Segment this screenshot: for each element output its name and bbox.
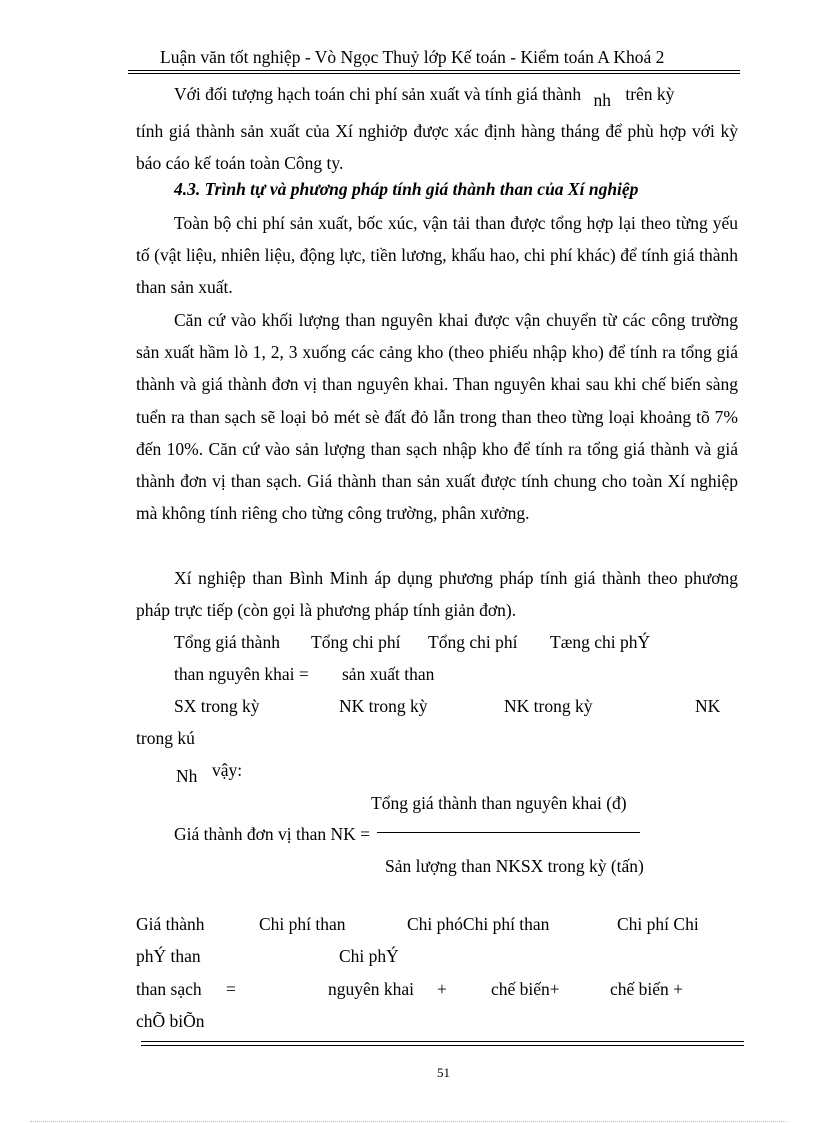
- f1-c3: Tổng chi phí: [428, 632, 518, 652]
- f1-c4: Tæng chi phÝ: [550, 632, 651, 652]
- f3-r3e: chế biến+: [491, 979, 560, 999]
- f1-r2a: than nguyên khai =: [174, 664, 309, 684]
- f1-r3d: NK: [695, 696, 721, 716]
- f1-c2: Tổng chi phí: [311, 632, 401, 652]
- page-header: Luận văn tốt nghiệp - Vò Ngọc Thuỷ lớp Kế toán - Kiểm toán A Khoá 2: [160, 47, 665, 67]
- para1-text-b: trên kỳ: [625, 84, 675, 104]
- f3-r2a: phÝ than: [136, 946, 201, 966]
- page-number: 51: [437, 1065, 450, 1080]
- nhu-vay-vay: vậy:: [212, 760, 243, 780]
- f3-r1a: Giá thành: [136, 914, 205, 934]
- para1-text-a: Với đối tượng hạch toán chi phí sản xuất và tính giá thành: [174, 84, 582, 104]
- f1-r4: trong kú: [136, 728, 195, 748]
- header-rule-bottom: [128, 73, 740, 74]
- f1-c1: Tổng giá thành: [174, 632, 280, 652]
- fraction-bar: [377, 832, 640, 833]
- footer-rule-top: [141, 1041, 744, 1042]
- f3-r1b: Chi phí than: [259, 914, 346, 934]
- f3-r3a: than sạch: [136, 979, 202, 999]
- para1-nh: nh: [593, 90, 611, 110]
- f1-r3c: NK trong kỳ: [504, 696, 593, 716]
- f2-numerator: Tổng giá thành than nguyên khai (đ): [371, 793, 627, 813]
- f2-denominator: Sản lượng than NKSX trong kỳ (tấn): [385, 856, 644, 876]
- f3-r2b: Chi phÝ: [339, 946, 399, 966]
- f3-r1d: Chi phí Chi: [617, 914, 699, 934]
- f1-r3a: SX trong kỳ: [174, 696, 260, 716]
- para1-line1: [174, 84, 675, 110]
- page-edge-dots: [30, 1121, 786, 1122]
- f3-r4: chÕ biÕn: [136, 1011, 205, 1031]
- f2-label: Giá thành đơn vị than NK =: [174, 824, 371, 844]
- f3-r3d: +: [437, 979, 447, 999]
- f3-r3f: chế biến +: [610, 979, 684, 999]
- f3-r1c: Chi phóChi phí than: [407, 914, 550, 934]
- para1-rest: tính giá thành sản xuất của Xí nghiởp được xác định hàng tháng để phù hợp với kỳ báo cáo kế toán toàn Công ty.: [136, 121, 738, 174]
- f1-r3b: NK trong kỳ: [339, 696, 428, 716]
- footer-rule-bottom: [141, 1045, 744, 1046]
- paragraph-2: Toàn bộ chi phí sản xuất, bốc xúc, vận tải than được tổng hợp lại theo từng yếu tố (vật liệu, nhiên liệu, động lực, tiền lương, khấu hao, chi phí khác) để tính giá thành than sản xuất.: [136, 213, 738, 298]
- paragraph-3: Căn cứ vào khối lượng than nguyên khai được vận chuyển từ các công trường sản xuất hầm lò 1, 2, 3 xuống các cảng kho (theo phiếu nhập kho) để tính ra tổng giá thành và giá thành đơn vị than nguyên khai. Than nguyên khai sau khi chế biến sàng tuển ra than sạch sẽ loại bỏ mét sè đất đỏ lẫn trong than theo từng loại khoảng tõ 7% đến 10%. Căn cứ vào sản lượng than sạch nhập kho để tính ra tổng giá thành và giá thành đơn vị than sạch. Giá thành than sản xuất được tính chung cho toàn Xí nghiệp mà không tính riêng cho từng công trường, phân xưởng.: [136, 310, 738, 524]
- f3-r3b: =: [226, 979, 236, 999]
- section-heading: 4.3. Trình tự và phương pháp tính giá thành than của Xí nghiệp: [174, 179, 639, 199]
- f1-r2b: sản xuất than: [342, 664, 435, 684]
- f3-r3c: nguyên khai: [328, 979, 415, 999]
- paragraph-4: Xí nghiệp than Bình Minh áp dụng phương pháp tính giá thành theo phương pháp trực tiếp (còn gọi là phương pháp tính giản đơn).: [136, 568, 738, 621]
- header-rule-top: [128, 70, 740, 71]
- nhu-vay-nh: Nh: [176, 766, 198, 786]
